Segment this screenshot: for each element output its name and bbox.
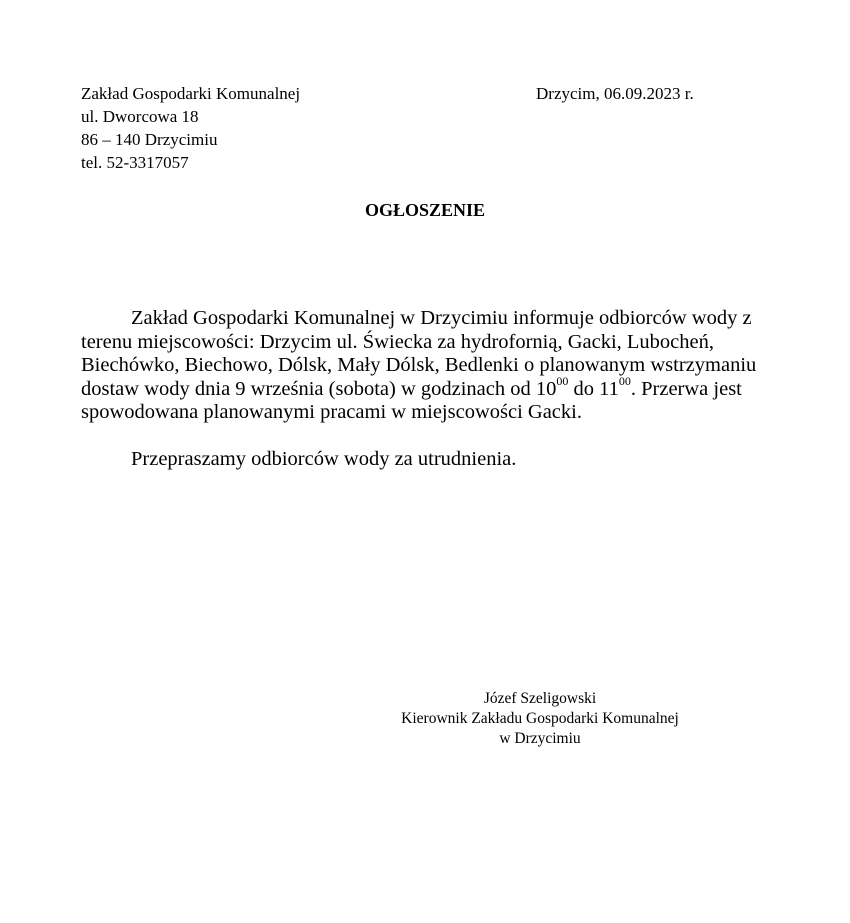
sender-phone: tel. 52-3317057 (81, 153, 189, 172)
sender-name: Zakład Gospodarki Komunalnej (81, 84, 301, 103)
signature-block (340, 689, 740, 749)
paragraph-text-part: do (568, 377, 600, 400)
sender-postal: 86 – 140 Drzycimiu (81, 130, 218, 149)
time-to-hour: 11 (599, 377, 619, 400)
paragraph-text-part: Zakład Gospodarki Komunalnej w Drzycimiu informuje odbiorców wody z terenu miejscowości: Drzycim ul. Świecka za hydrofornią, Gacki, Lubocheń, Biechówko, Biechowo, Dólsk, Mały Dólsk, Bedlenki o planowanym wstrzymaniu dostaw wody dnia 9 września (sobota) w godzinach od (81, 307, 757, 400)
time-to-minutes: 00 (618, 373, 631, 388)
signatory-position: Kierownik Zakładu Gospodarki Komunalnej (401, 710, 679, 727)
document-title: OGŁOSZENIE (364, 200, 486, 220)
time-from-hour: 10 (535, 377, 557, 400)
signatory-name: Józef Szeligowski (483, 690, 597, 707)
time-from-minutes: 00 (556, 373, 569, 388)
place-date: Drzycim, 06.09.2023 r. (536, 84, 694, 103)
paragraph-text-part: . Przerwa jest spowodowana planowanymi pracami w miejscowości Gacki. (81, 377, 742, 423)
sender-street: ul. Dworcowa 18 (81, 107, 199, 126)
signatory-location: w Drzycimiu (499, 730, 581, 747)
announcement-body (81, 307, 771, 471)
apology-paragraph: Przepraszamy odbiorców wody za utrudnienia. (131, 447, 517, 470)
announcement-paragraph (81, 307, 771, 425)
sender-address-block (81, 82, 300, 174)
